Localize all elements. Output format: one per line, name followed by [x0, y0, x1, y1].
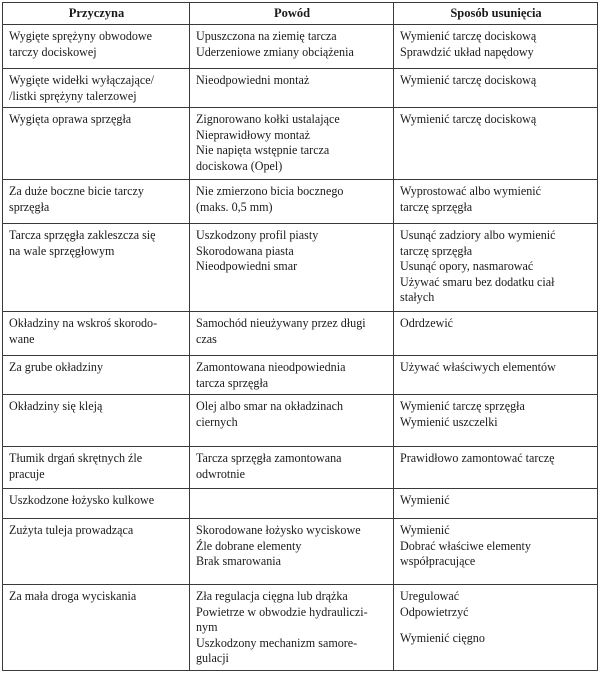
- cell-cause: [3, 25, 190, 69]
- cell-line: Sprawdzić układ napędowy: [400, 44, 534, 59]
- cell-remedy: [394, 395, 598, 447]
- table-row: [3, 395, 598, 447]
- cell-reason: [190, 108, 394, 180]
- cell-cause: [3, 312, 190, 356]
- table-row: [3, 69, 598, 108]
- cell-line: Uszkodzony mechanizm samore-: [196, 635, 358, 650]
- cell-cause: [3, 356, 190, 395]
- table-row: [3, 312, 598, 356]
- cell-line: pracuje: [9, 466, 45, 481]
- cell-remedy: [394, 489, 598, 519]
- cell-line: Wygięte sprężyny obwodowe: [9, 29, 153, 43]
- cell-line: gulacji: [196, 651, 229, 665]
- cell-remedy: [394, 585, 598, 671]
- cell-line: na wale sprzęgłowym: [9, 243, 115, 258]
- header-reason: Powód: [190, 3, 394, 25]
- cell-line: Wymienić tarczę dociskową: [400, 112, 537, 126]
- cell-reason: [190, 356, 394, 395]
- cell-line: sprzęgła: [9, 199, 50, 214]
- cell-line: Wygięta oprawa sprzęgła: [9, 112, 132, 126]
- cell-line: nym: [196, 620, 218, 634]
- cell-line: Zużyta tuleja prowadząca: [9, 523, 134, 537]
- cell-reason: [190, 447, 394, 489]
- cell-line: Wyprostować albo wymienić: [400, 184, 541, 198]
- cell-remedy: [394, 69, 598, 108]
- cell-line: Za grube okładziny: [9, 360, 104, 374]
- table-row: [3, 447, 598, 489]
- table-row: [3, 25, 598, 69]
- cell-line: tarczę sprzęgła: [400, 243, 473, 258]
- cell-line: czas: [196, 331, 217, 346]
- header-row: [3, 3, 598, 25]
- cell-reason: [190, 180, 394, 224]
- table-row: [3, 356, 598, 395]
- cell-line: Uszkodzony profil piasty: [196, 228, 319, 242]
- cell-line: Za duże boczne bicie tarczy: [9, 184, 144, 198]
- cell-line: Zamontowana nieodpowiednia: [196, 360, 346, 374]
- cell-line: Odpowietrzyć: [400, 604, 469, 619]
- cell-cause: [3, 585, 190, 671]
- cell-line: Wymienić tarczę dociskową: [400, 29, 537, 43]
- cell-line: Wymienić: [400, 523, 450, 537]
- cell-reason: [190, 312, 394, 356]
- cell-line: tarczę sprzęgła: [400, 199, 473, 214]
- cell-line: Nieodpowiedni smar: [196, 259, 298, 273]
- cell-line: Tarcza sprzęgła zamontowana: [196, 451, 342, 465]
- cell-line: Wymienić tarczę dociskową: [400, 73, 537, 87]
- troubleshooting-table: [2, 2, 598, 671]
- header-cause: Przyczyna: [3, 3, 190, 25]
- cell-line: Wygięte widełki wyłączające/: [9, 73, 154, 87]
- cell-line: Zła regulacja cięgna lub drążka: [196, 589, 348, 603]
- cell-remedy: [394, 25, 598, 69]
- cell-line: Brak smarowania: [196, 554, 281, 568]
- cell-line: Okładziny na wskroś skorodo-: [9, 316, 158, 330]
- cell-reason: [190, 519, 394, 585]
- cell-remedy: [394, 519, 598, 585]
- cell-remedy: [394, 180, 598, 224]
- cell-line: Uregulować: [400, 589, 460, 603]
- header-remedy: Sposób usunięcia: [394, 3, 598, 25]
- cell-line: Odrdzewić: [400, 316, 454, 330]
- cell-line: Używać smaru bez dodatku ciał: [400, 274, 555, 289]
- cell-line: tarcza sprzęgła: [196, 375, 269, 390]
- cell-line: odwrotnie: [196, 466, 246, 481]
- cell-reason: [190, 69, 394, 108]
- table-row: [3, 489, 598, 519]
- cell-line: dociskowa (Opel): [196, 158, 283, 173]
- cell-line: Używać właściwych elementów: [400, 360, 556, 374]
- cell-cause: [3, 489, 190, 519]
- cell-cause: [3, 180, 190, 224]
- cell-line: Nieodpowiedni montaż: [196, 73, 310, 87]
- cell-line: Za mała droga wyciskania: [9, 589, 137, 603]
- cell-cause: [3, 108, 190, 180]
- cell-line: Nie napięta wstępnie tarcza: [196, 143, 330, 157]
- cell-cause: [3, 224, 190, 312]
- cell-line: Uszkodzone łożysko kulkowe: [9, 493, 155, 507]
- cell-line: Skorodowana piasta: [196, 243, 294, 258]
- cell-remedy: [394, 356, 598, 395]
- cell-reason: [190, 224, 394, 312]
- cell-line: współpracujące: [400, 554, 476, 568]
- cell-line: (maks. 0,5 mm): [196, 199, 273, 214]
- cell-line: Dobrać właściwe elementy: [400, 538, 531, 553]
- cell-remedy: [394, 224, 598, 312]
- cell-line: stałych: [400, 290, 435, 304]
- cell-reason: [190, 395, 394, 447]
- cell-cause: [3, 395, 190, 447]
- cell-line: Tłumik drgań skrętnych źle: [9, 451, 143, 465]
- cell-line: Samochód nieużywany przez długi: [196, 316, 366, 330]
- cell-line: Wymienić cięgno: [400, 631, 485, 645]
- cell-line: tarczy dociskowej: [9, 44, 97, 59]
- cell-line: Tarcza sprzęgła zakleszcza się: [9, 228, 156, 242]
- cell-line: wane: [9, 331, 35, 346]
- cell-line: Nieprawidłowy montaż: [196, 127, 310, 142]
- cell-reason: [190, 585, 394, 671]
- cell-line: Olej albo smar na okładzinach: [196, 399, 344, 413]
- cell-line: Skorodowane łożysko wyciskowe: [196, 523, 361, 537]
- table-row: [3, 519, 598, 585]
- cell-line: Wymienić: [400, 493, 450, 507]
- table-body: [3, 25, 598, 671]
- cell-line: Prawidłowo zamontować tarczę: [400, 451, 555, 465]
- cell-remedy: [394, 312, 598, 356]
- cell-line: Usunąć opory, nasmarować: [400, 259, 534, 273]
- table-row: [3, 108, 598, 180]
- table-row: [3, 224, 598, 312]
- table-row: [3, 585, 598, 671]
- table-row: [3, 180, 598, 224]
- cell-reason: [190, 25, 394, 69]
- cell-cause: [3, 447, 190, 489]
- cell-line: /listki sprężyny talerzowej: [9, 88, 137, 103]
- line-gap: [400, 620, 592, 631]
- cell-line: Okładziny się kleją: [9, 399, 103, 413]
- cell-line: Usunąć zadziory albo wymienić: [400, 228, 556, 242]
- cell-cause: [3, 69, 190, 108]
- cell-line: ciernych: [196, 414, 238, 429]
- cell-remedy: [394, 108, 598, 180]
- cell-reason: [190, 489, 394, 519]
- cell-line: Wymienić uszczelki: [400, 414, 498, 429]
- cell-line: Źle dobrane elementy: [196, 538, 302, 553]
- cell-line: Nie zmierzono bicia bocznego: [196, 184, 344, 198]
- cell-line: Uderzeniowe zmiany obciążenia: [196, 44, 354, 59]
- cell-line: Powietrze w obwodzie hydrauliczi-: [196, 604, 368, 619]
- cell-remedy: [394, 447, 598, 489]
- cell-cause: [3, 519, 190, 585]
- cell-line: Zignorowano kołki ustalające: [196, 112, 340, 126]
- cell-line: Upuszczona na ziemię tarcza: [196, 29, 337, 43]
- cell-line: Wymienić tarczę sprzęgła: [400, 399, 525, 413]
